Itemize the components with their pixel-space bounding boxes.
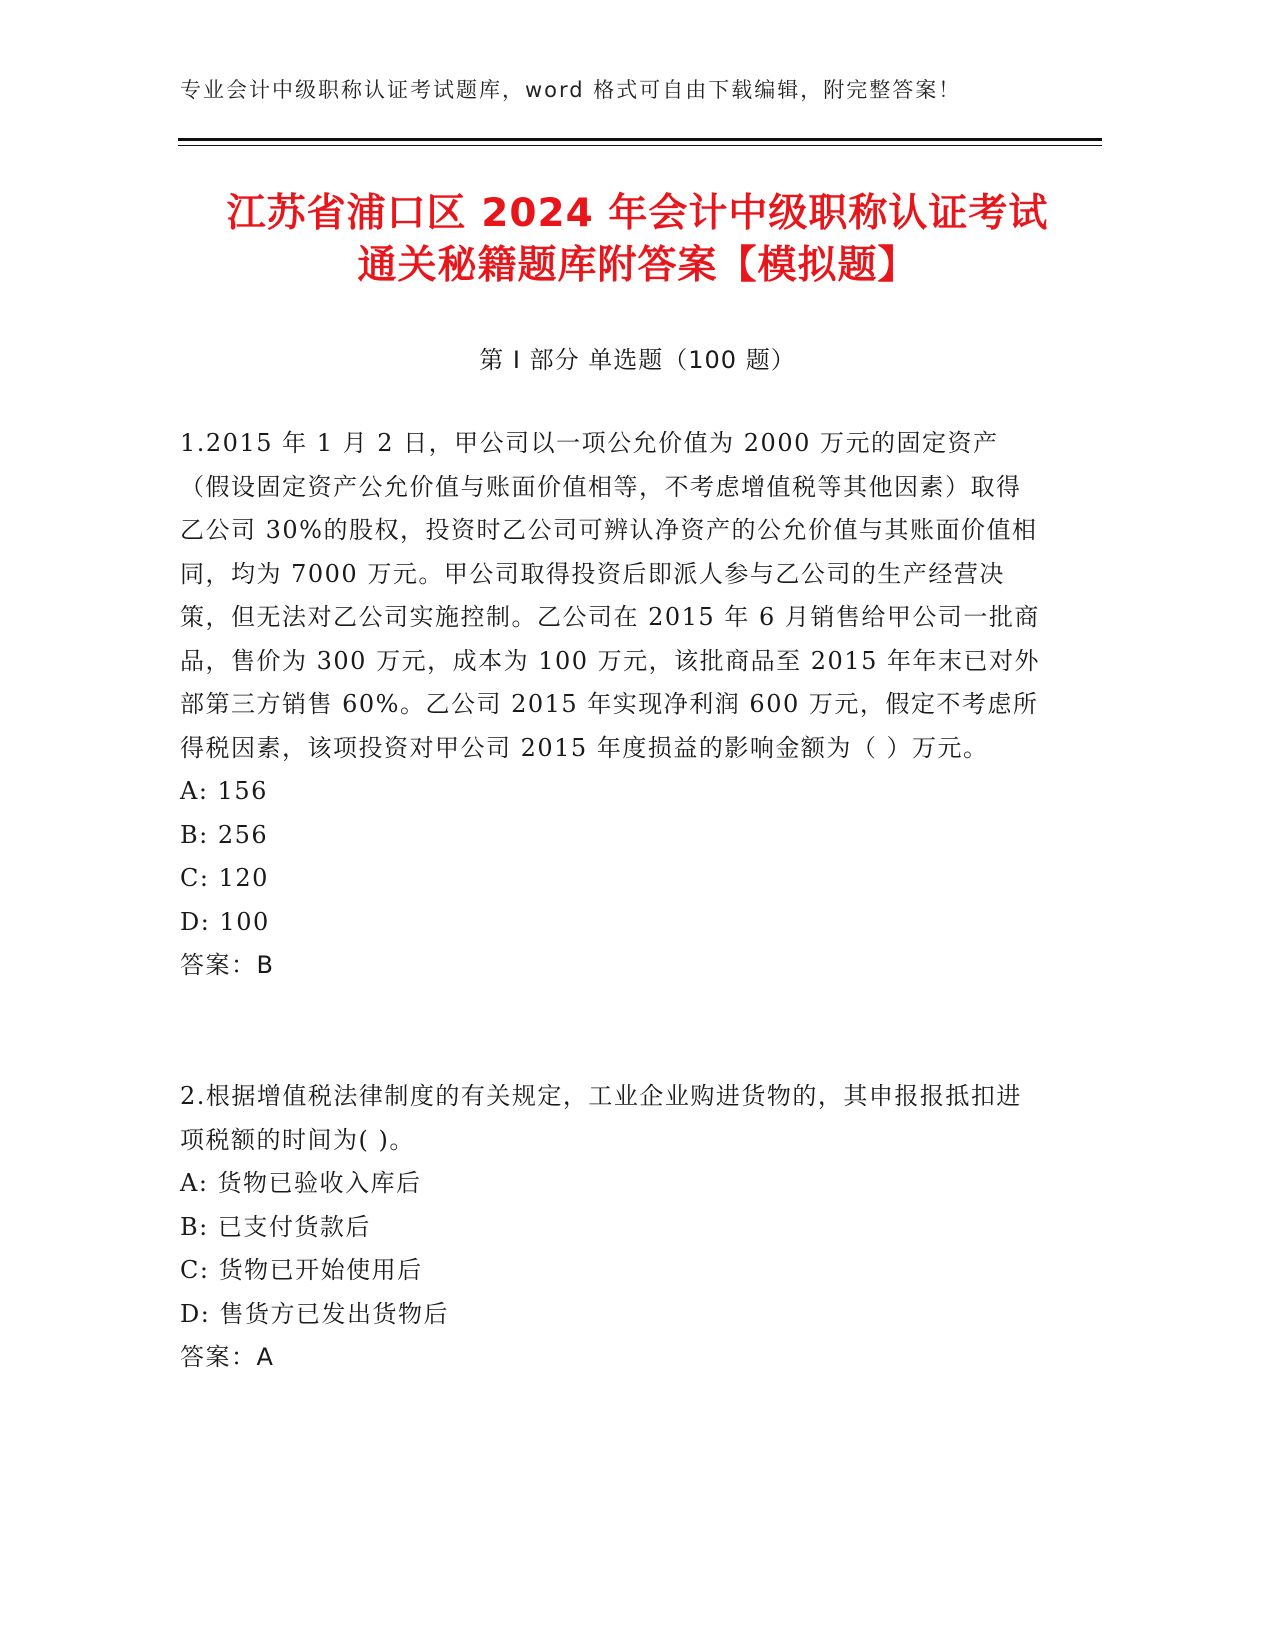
option-d: D: 售货方已发出货物后 bbox=[180, 1299, 449, 1328]
answer: 答案：A bbox=[180, 1343, 275, 1371]
question-2 bbox=[180, 1075, 1040, 1380]
question-stem: 1.2015 年 1 月 2 日，甲公司以一项公允价值为 2000 万元的固定资产（假设固定资产公允价值与账面价值相等，不考虑增值税等其他因素）取得乙公司 30%的股权，投资时乙公司可辨认净资产的公允价值与其账面价值相同，均为 7000 万元。甲公司取得投资后即派人参与乙公司的生产经营决策，但无法对乙公司实施控制。乙公司在 2015 年 6 月销售给甲公司一批商品，售价为 300 万元，成本为 100 万元，该批商品至 2015 年年末已对外部第三方销售 60%。乙公司 2015 年实现净利润 600 万元，假定不考虑所得税因素，该项投资对甲公司 2015 年度损益的影响金额为（ ）万元。 bbox=[180, 429, 1040, 762]
header-note: 专业会计中级职称认证考试题库，word 格式可自由下载编辑，附完整答案！ bbox=[180, 78, 962, 102]
title-line-2: 通关秘籍题库附答案【模拟题】 bbox=[357, 243, 918, 288]
option-c: C: 120 bbox=[180, 864, 269, 892]
option-c: C: 货物已开始使用后 bbox=[180, 1256, 423, 1284]
question-stem: 2.根据增值税法律制度的有关规定，工业企业购进货物的，其申报报抵扣进项税额的时间为( )。 bbox=[180, 1082, 1022, 1154]
question-1 bbox=[180, 422, 1040, 988]
document-title bbox=[160, 188, 1115, 292]
option-a: A: 货物已验收入库后 bbox=[180, 1169, 422, 1197]
title-line-1: 江苏省浦口区 2024 年会计中级职称认证考试 bbox=[226, 191, 1049, 236]
option-d: D: 100 bbox=[180, 907, 270, 936]
answer: 答案：B bbox=[180, 951, 275, 979]
header-divider-thin bbox=[178, 145, 1102, 146]
section-title: 第 I 部分 单选题（100 题） bbox=[479, 346, 796, 374]
option-b: B: 已支付货款后 bbox=[180, 1212, 371, 1241]
option-a: A: 156 bbox=[180, 777, 268, 805]
header-divider-thick bbox=[178, 138, 1102, 141]
option-b: B: 256 bbox=[180, 820, 269, 849]
